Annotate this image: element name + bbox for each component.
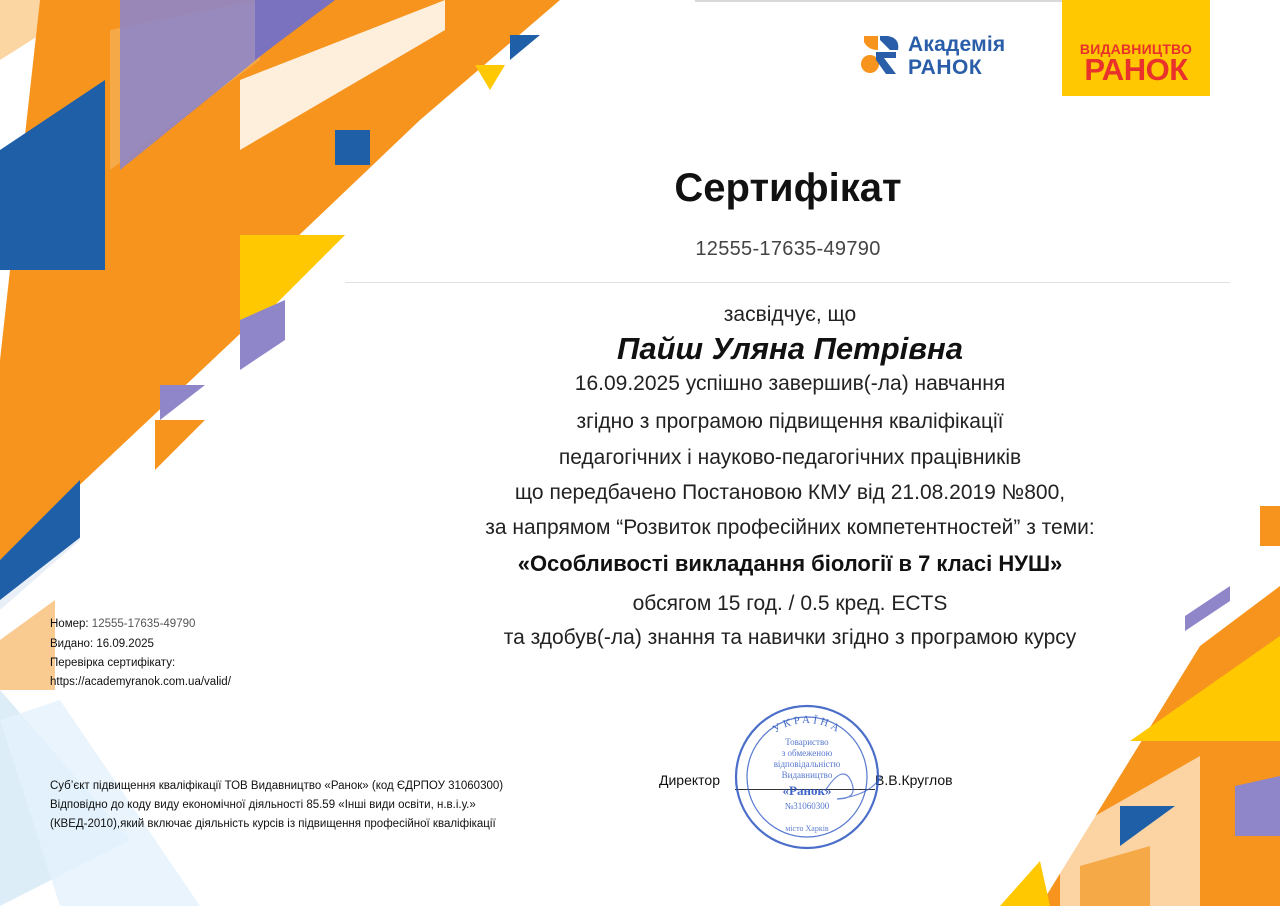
course-volume: обсягом 15 год. / 0.5 кред. ECTS: [632, 592, 948, 615]
certificate-title: Сертифікат: [674, 166, 902, 210]
body-line-resolution: що передбачено Постановою КМУ від 21.08.2019 №800,: [514, 481, 1066, 504]
stamp-inner-1: Товариство: [785, 737, 829, 747]
publisher-ranok-logo: [1062, 0, 1210, 96]
signer-name: В.В.Круглов: [875, 772, 953, 788]
info-number-value: 12555-17635-49790: [91, 618, 196, 630]
academy-ranok-logo: [858, 30, 1028, 80]
academy-logo-line2: РАНОК: [908, 56, 983, 79]
body-line-program: згідно з програмою підвищення кваліфікації: [576, 410, 1004, 433]
stamp-inner-3: відповідальністю: [773, 759, 841, 769]
academy-logo-line1: Академія: [908, 33, 1006, 56]
legal-line-3: (КВЕД-2010),який включає діяльність курсів із підвищення професійної кваліфікації: [50, 818, 496, 830]
divider: [345, 282, 1230, 283]
publisher-logo-top: ВИДАВНИЦТВО: [1079, 41, 1193, 57]
info-number-label: Номер:: [50, 618, 89, 630]
svg-text:УКРАЇНА: [771, 714, 844, 736]
stamp-outer-text: УКРАЇНА: [770, 713, 844, 737]
stamp-code: №31060300: [784, 801, 830, 811]
stamp-city: місто Харків: [785, 824, 829, 833]
info-number: [50, 618, 195, 630]
verification-link[interactable]: https://academyranok.com.ua/valid/: [50, 676, 231, 688]
stamp-inner-2: з обмеженою: [781, 748, 833, 758]
academy-logo-icon: [858, 32, 904, 78]
stamp-inner-4: Видавництво: [781, 770, 833, 780]
publisher-logo-main: РАНОК: [1084, 52, 1188, 87]
info-check-label: Перевірка сертифікату:: [50, 657, 176, 669]
signature-scribble: [825, 773, 881, 799]
director-label: Директор: [659, 772, 720, 788]
info-issued: Видано: 16.09.2025: [50, 638, 154, 650]
official-stamp: [733, 703, 881, 851]
certifies-text: засвідчує, що: [723, 303, 857, 326]
body-line-direction: за напрямом “Розвиток професійних компетентностей” з теми:: [485, 516, 1095, 539]
top-rule: [695, 0, 1065, 2]
body-line-skills: та здобув(-ла) знання та навички згідно з програмою курсу: [503, 626, 1077, 649]
course-topic: «Особливості викладання біології в 7 класі НУШ»: [517, 551, 1063, 576]
stamp-name: «Ранок»: [782, 783, 832, 798]
recipient-name: Пайш Уляна Петрівна: [617, 331, 963, 366]
legal-line-1: Суб’єкт підвищення кваліфікації ТОВ Видавництво «Ранок» (код ЄДРПОУ 31060300): [50, 780, 504, 792]
body-line-workers: педагогічних і науково-педагогічних працівників: [558, 446, 1022, 469]
certificate-number: 12555-17635-49790: [695, 238, 881, 260]
legal-line-2: Відповідно до коду виду економічної діяльності 85.59 «Інші види освіти, н.в.і.у.»: [50, 799, 476, 811]
body-line-completion: 16.09.2025 успішно завершив(-ла) навчання: [574, 372, 1006, 395]
